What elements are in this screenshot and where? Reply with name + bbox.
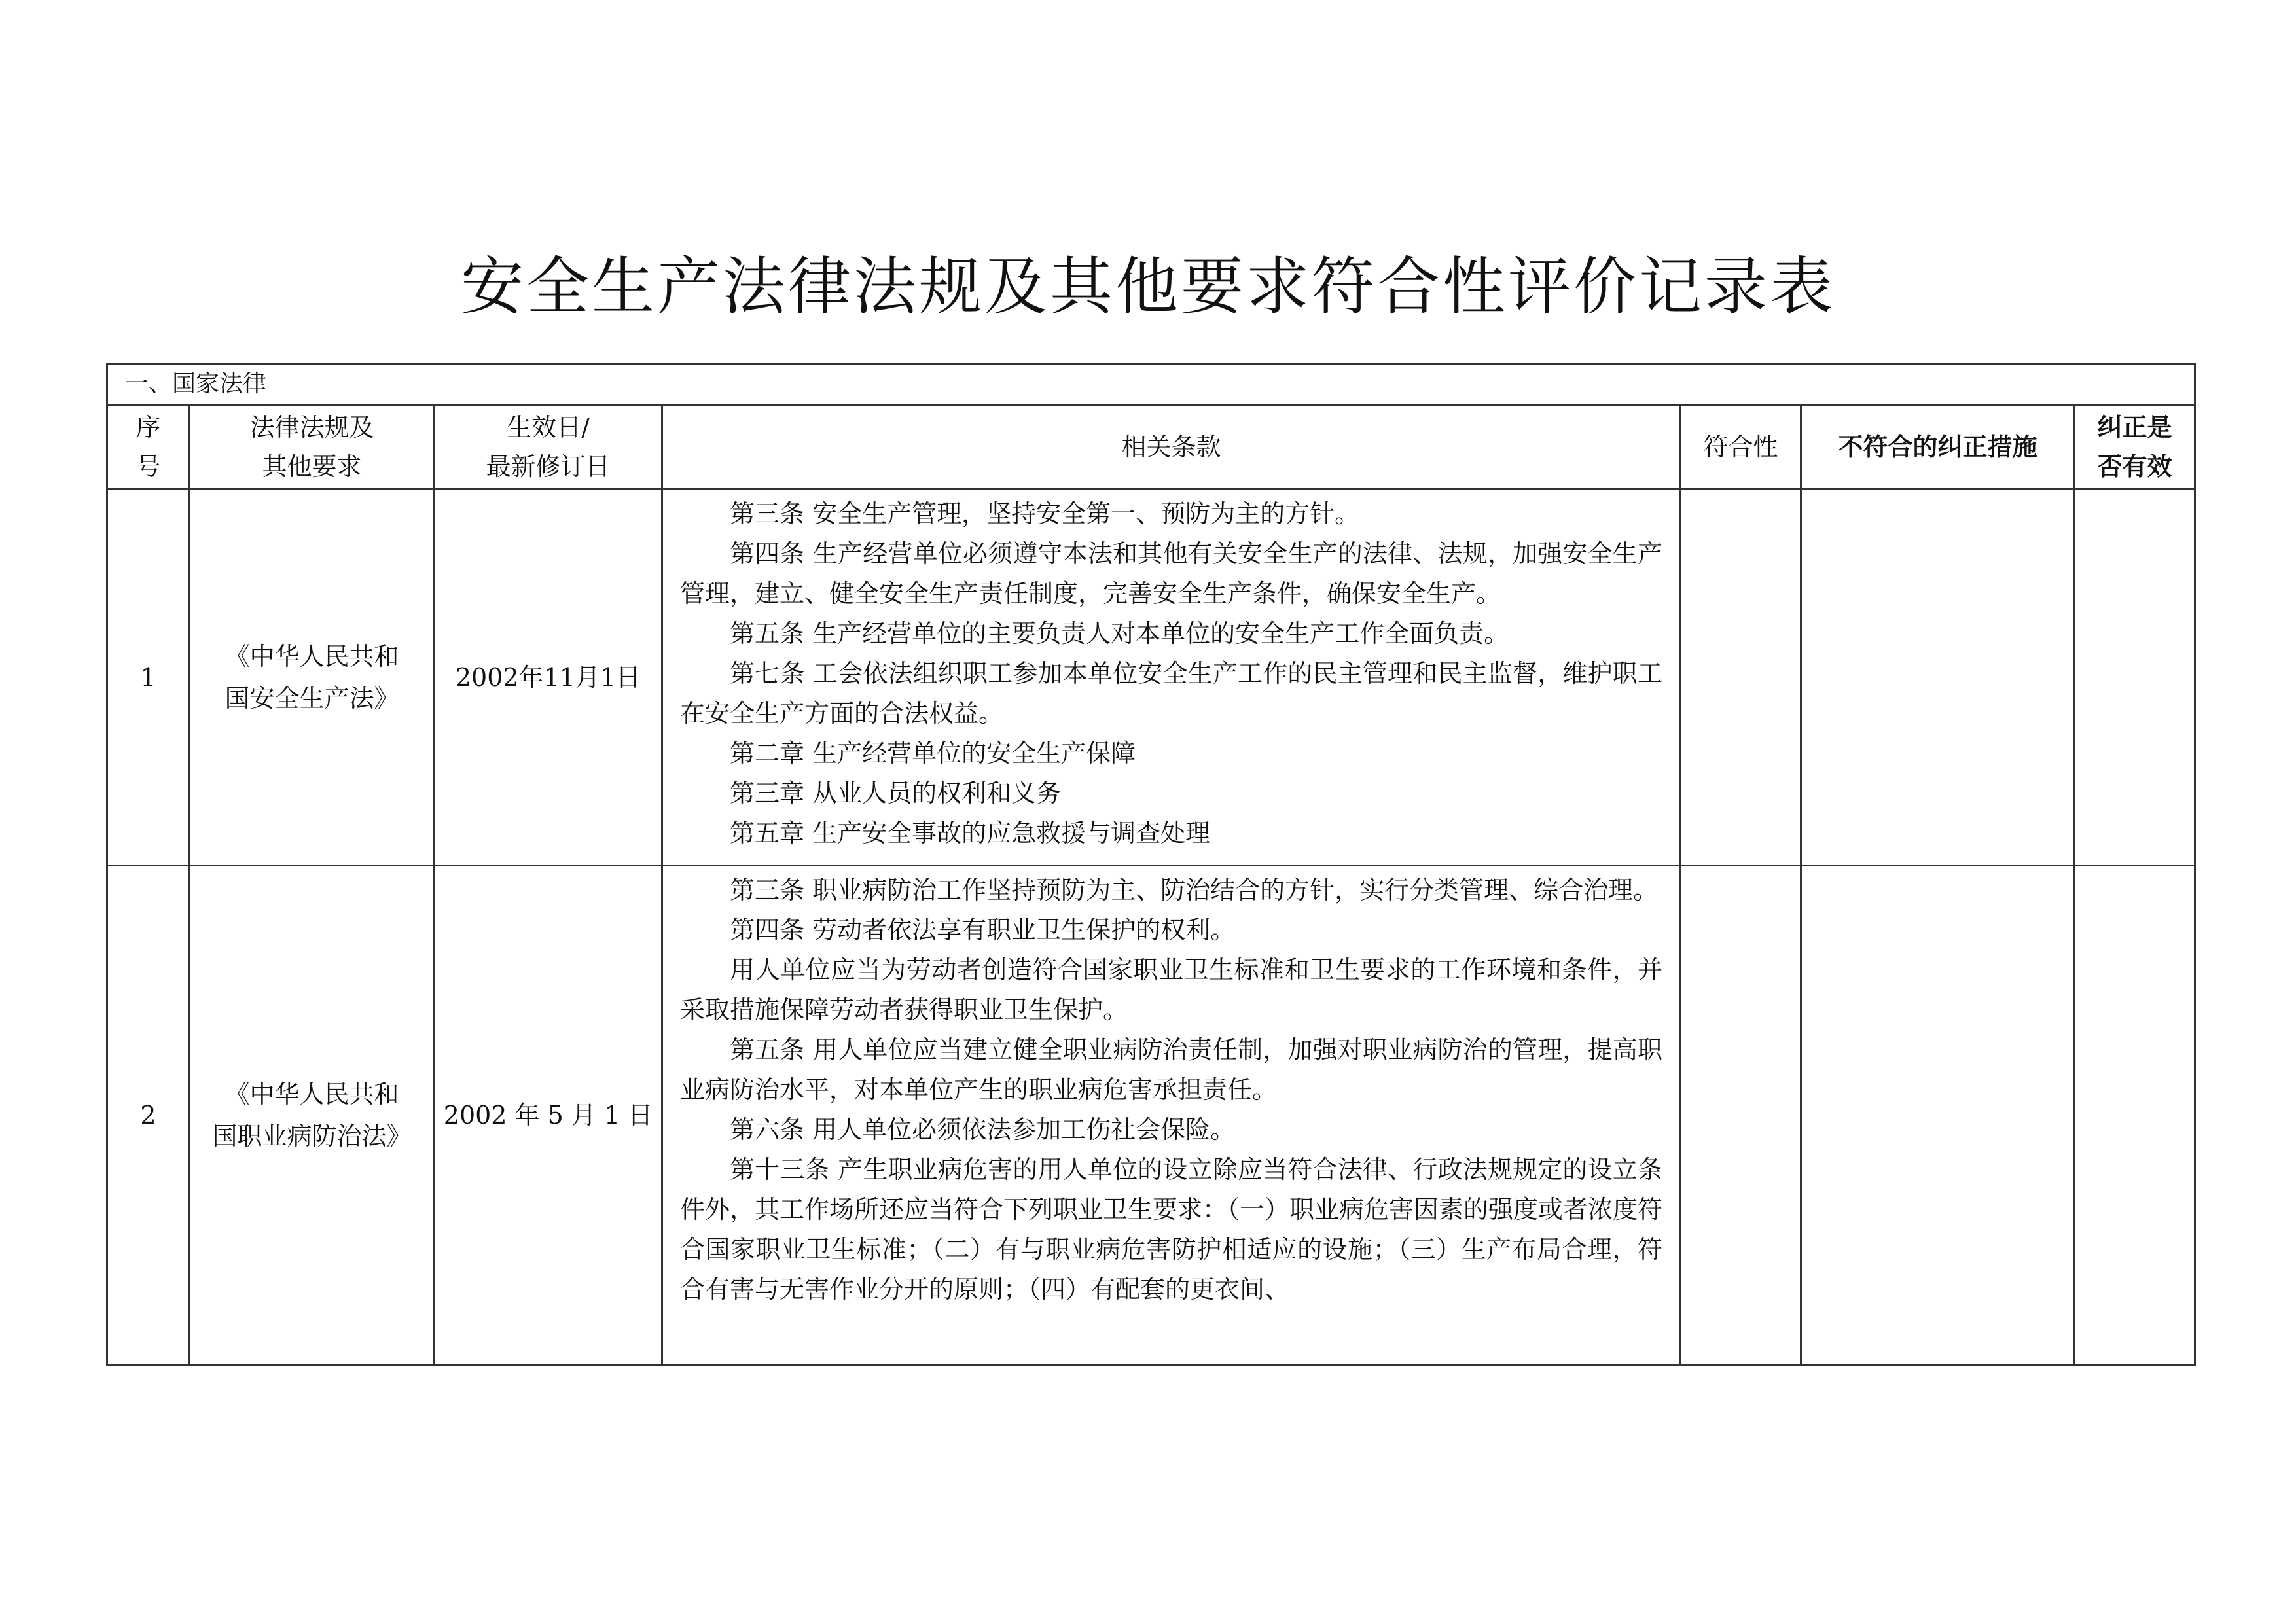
row-seq: 2 — [107, 866, 190, 1365]
row-law-name — [190, 866, 435, 1365]
header-compliance: 符合性 — [1681, 405, 1801, 490]
clause-paragraph: 第三条 职业病防治工作坚持预防为主、防治结合的方针，实行分类管理、综合治理。 — [730, 876, 1659, 904]
row-clauses — [662, 866, 1681, 1365]
clause-paragraph: 第二章 生产经营单位的安全生产保障 — [730, 739, 1136, 768]
header-law-line-2: 其他要求 — [262, 452, 362, 481]
row-effective-date: 2002年11月1日 — [435, 490, 662, 866]
row-seq: 1 — [107, 490, 190, 866]
clause-paragraph: 第七条 工会依法组织职工参加本单位安全生产工作的民主管理和民主监督，维护职工在安全生产方面的合法权益。 — [680, 659, 1662, 728]
clause-paragraph: 第三条 安全生产管理，坚持安全第一、预防为主的方针。 — [730, 499, 1360, 528]
header-clauses: 相关条款 — [662, 405, 1681, 490]
compliance-record-table — [106, 363, 2196, 1366]
row-effective-date: 2002 年 5 月 1 日 — [435, 866, 662, 1365]
header-corrective-measures: 不符合的纠正措施 — [1801, 405, 2075, 490]
header-law — [190, 405, 435, 490]
table-row — [107, 490, 2195, 866]
law-name-line: 《中华人民共和 — [224, 642, 399, 671]
section-row — [107, 364, 2195, 405]
clause-paragraph: 用人单位应当为劳动者创造符合国家职业卫生标准和卫生要求的工作环境和条件，并采取措施保障劳动者获得职业卫生保护。 — [680, 955, 1662, 1024]
clause-paragraph: 第五条 生产经营单位的主要负责人对本单位的安全生产工作全面负责。 — [730, 619, 1509, 648]
clause-paragraph: 第六条 用人单位必须依法参加工伤社会保险。 — [730, 1115, 1236, 1144]
clause-paragraph: 第十三条 产生职业病危害的用人单位的设立除应当符合法律、行政法规规定的设立条件外，其工作场所还应当符合下列职业卫生要求：（一）职业病危害因素的强度或者浓度符合国家职业卫生标准；（二）有与职业病危害防护相适应的设施；（三）生产布局合理，符合有害与无害作业分开的原则；（四）有配套的更衣间、 — [680, 1155, 1663, 1304]
header-seq — [107, 405, 190, 490]
header-effective-date — [435, 405, 662, 490]
header-seq-line-1: 序 — [135, 413, 161, 442]
header-correction-line-1: 纠正是 — [2097, 412, 2172, 442]
header-correction-effective — [2075, 405, 2195, 490]
law-name-line: 国职业病防治法》 — [212, 1122, 412, 1150]
row-compliance-cell[interactable] — [1681, 866, 1801, 1365]
row-correction-effective-cell[interactable] — [2075, 866, 2195, 1365]
table-header-row — [107, 405, 2195, 490]
clause-paragraph: 第四条 劳动者依法享有职业卫生保护的权利。 — [730, 916, 1236, 944]
row-corrective-cell[interactable] — [1801, 490, 2075, 866]
law-name-line: 国安全生产法》 — [224, 684, 399, 713]
header-seq-line-2: 号 — [135, 452, 161, 481]
header-effective-line-2: 最新修订日 — [486, 452, 611, 481]
row-law-name — [190, 490, 435, 866]
row-correction-effective-cell[interactable] — [2075, 490, 2195, 866]
clause-paragraph: 第五章 生产安全事故的应急救援与调查处理 — [730, 819, 1211, 847]
table-row — [107, 866, 2195, 1365]
row-compliance-cell[interactable] — [1681, 490, 1801, 866]
clause-paragraph: 第三章 从业人员的权利和义务 — [730, 779, 1062, 808]
clause-paragraph: 第五条 用人单位应当建立健全职业病防治责任制，加强对职业病防治的管理，提高职业病防治水平，对本单位产生的职业病危害承担责任。 — [680, 1035, 1662, 1104]
clause-paragraph: 第四条 生产经营单位必须遵守本法和其他有关安全生产的法律、法规，加强安全生产管理，建立、健全安全生产责任制度，完善安全生产条件，确保安全生产。 — [680, 539, 1662, 608]
header-effective-line-1: 生效日/ — [507, 413, 590, 442]
page-title: 安全生产法律法规及其他要求符合性评价记录表 — [461, 250, 1835, 323]
header-law-line-1: 法律法规及 — [249, 413, 374, 442]
header-correction-line-2: 否有效 — [2097, 452, 2172, 481]
section-heading: 一、国家法律 — [107, 364, 2195, 405]
row-clauses — [662, 490, 1681, 866]
row-corrective-cell[interactable] — [1801, 866, 2075, 1365]
law-name-line: 《中华人民共和 — [224, 1080, 399, 1109]
